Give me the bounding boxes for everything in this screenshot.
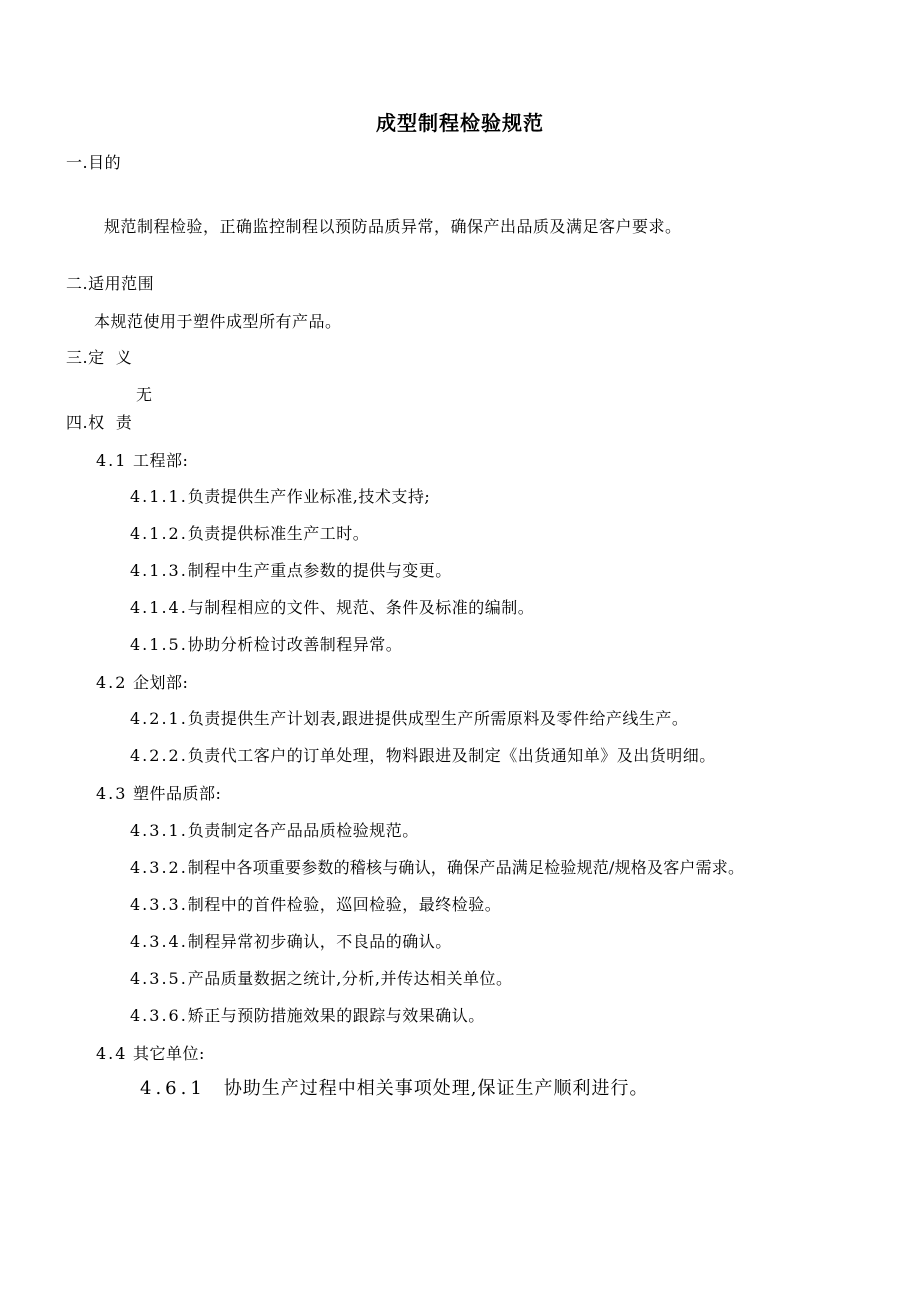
item-text: 制程异常初步确认，不良品的确认。	[187, 932, 452, 951]
item-text: 负责制定各产品品质检验规范。	[187, 821, 419, 840]
item-text: 负责提供生产作业标准,技术支持;	[187, 487, 431, 506]
item-number: 4.3.4.	[130, 932, 188, 951]
group-heading-planning	[96, 672, 188, 694]
item-number: 4.1.3.	[130, 561, 188, 580]
item-number: 4.2.2.	[130, 746, 188, 765]
item-number: 4.3.5.	[130, 969, 188, 988]
item-number: 4.1.2.	[130, 524, 188, 543]
item-number: 4.3.6.	[130, 1006, 188, 1025]
list-item	[130, 968, 512, 990]
list-item	[130, 523, 369, 545]
item-number: 4.6.1	[140, 1078, 206, 1099]
document-title: 成型制程检验规范	[376, 111, 544, 135]
item-text: 协助分析检讨改善制程异常。	[187, 635, 403, 654]
list-item	[130, 931, 452, 953]
group-heading-engineering	[96, 450, 188, 472]
group-number: 4.2	[96, 673, 128, 692]
section-body-purpose: 规范制程检验，正确监控制程以预防品质异常，确保产出品质及满足客户要求。	[104, 217, 682, 236]
section-heading-responsibility: 四.权 责	[66, 413, 133, 432]
item-number: 4.1.1.	[130, 487, 188, 506]
list-item	[130, 708, 688, 730]
list-item	[130, 820, 419, 842]
group-name: 其它单位:	[133, 1044, 205, 1063]
item-text: 负责代工客户的订单处理，物料跟进及制定《出货通知单》及出货明细。	[187, 746, 716, 765]
group-number: 4.4	[96, 1044, 128, 1063]
item-number: 4.3.3.	[130, 895, 188, 914]
group-heading-other	[96, 1043, 205, 1065]
item-text: 与制程相应的文件、规范、条件及标准的编制。	[187, 598, 535, 617]
item-text: 产品质量数据之统计,分析,并传达相关单位。	[187, 969, 513, 988]
section-body-definition: 无	[136, 385, 153, 404]
section-body-scope: 本规范使用于塑件成型所有产品。	[94, 312, 342, 331]
group-heading-quality	[96, 783, 221, 805]
item-number: 4.3.1.	[130, 821, 188, 840]
item-text: 矫正与预防措施效果的跟踪与效果确认。	[187, 1006, 485, 1025]
section-heading-purpose: 一.目的	[66, 153, 122, 172]
item-number: 4.1.4.	[130, 598, 188, 617]
item-text: 制程中各项重要参数的稽核与确认，确保产品满足检验规范/规格及客户需求。	[187, 858, 745, 877]
section-heading-scope: 二.适用范围	[66, 274, 155, 293]
list-item	[130, 486, 430, 508]
item-number: 4.2.1.	[130, 709, 188, 728]
group-number: 4.1	[96, 451, 128, 470]
list-item	[130, 894, 501, 916]
list-item	[130, 634, 402, 656]
list-item	[130, 1005, 485, 1027]
item-text: 制程中生产重点参数的提供与变更。	[187, 561, 452, 580]
group-name: 塑件品质部:	[133, 784, 222, 803]
list-item	[130, 597, 534, 619]
section-heading-definition: 三.定 义	[66, 348, 133, 367]
item-text: 负责提供标准生产工时。	[187, 524, 370, 543]
item-text: 协助生产过程中相关事项处理,保证生产顺利进行。	[223, 1078, 649, 1099]
group-number: 4.3	[96, 784, 128, 803]
item-number: 4.1.5.	[130, 635, 188, 654]
group-name: 企划部:	[133, 673, 189, 692]
item-number: 4.3.2.	[130, 858, 188, 877]
group-name: 工程部:	[133, 451, 189, 470]
list-item	[130, 857, 744, 879]
item-text: 负责提供生产计划表,跟进提供成型生产所需原料及零件给产线生产。	[187, 709, 689, 728]
item-text: 制程中的首件检验，巡回检验，最终检验。	[187, 895, 502, 914]
list-item	[140, 1078, 649, 1100]
list-item	[130, 745, 716, 767]
list-item	[130, 560, 452, 582]
